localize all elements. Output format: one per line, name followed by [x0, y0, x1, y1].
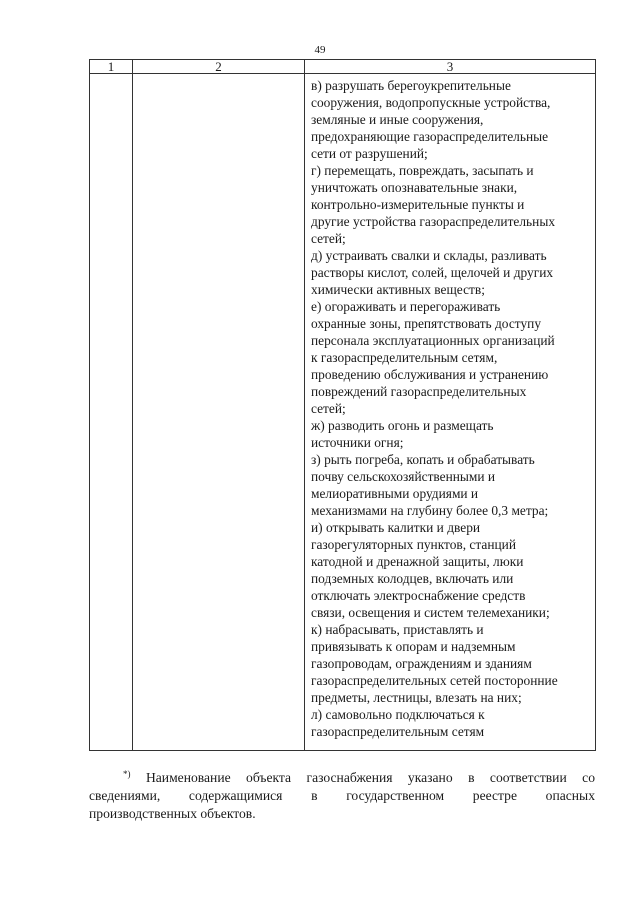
column-3-line: охранные зоны, препятствовать доступу [311, 316, 542, 331]
column-3-line: сети от разрушений; [311, 146, 428, 161]
page-number: 49 [314, 44, 326, 56]
column-3-line: другие устройства газораспределительных [311, 214, 556, 229]
column-3-line: сетей; [311, 401, 346, 416]
column-3-line: катодной и дренажной защиты, люки [311, 554, 524, 569]
column-3-line: д) устраивать свалки и склады, разливать [311, 248, 547, 263]
column-3-line: е) огораживать и перегораживать [311, 299, 501, 314]
footnote [89, 765, 595, 823]
column-header-3: 3 [305, 60, 596, 74]
table-header-row [90, 60, 596, 74]
column-3-line: проведению обслуживания и устранению [311, 367, 549, 382]
column-3-line: земляные и иные сооружения, [311, 112, 484, 127]
column-3-line: предохраняющие газораспределительные [311, 129, 549, 144]
column-3-line: подземных колодцев, включать или [311, 571, 514, 586]
column-3-line: газораспределительных сетей посторонние [311, 673, 558, 688]
column-3-line: сетей; [311, 231, 346, 246]
column-3-line: сооружения, водопропускные устройства, [311, 95, 551, 110]
column-header-1: 1 [90, 60, 133, 74]
column-3-line: уничтожать опознавательные знаки, [311, 180, 518, 195]
column-3-line: связи, освещения и систем телемеханики; [311, 605, 550, 620]
footnote-line [89, 765, 595, 787]
column-3-line: газопроводам, ограждениям и зданиям [311, 656, 532, 671]
column-3-line: к) набрасывать, приставлять и [311, 622, 484, 637]
column-3-line: з) рыть погреба, копать и обрабатывать [311, 452, 535, 467]
column-3-line: химически активных веществ; [311, 282, 485, 297]
column-3-line: источники огня; [311, 435, 404, 450]
table-cell-column-2 [133, 74, 305, 751]
column-3-line: персонала эксплуатационных организаций [311, 333, 555, 348]
column-3-line: и) открывать калитки и двери [311, 520, 481, 535]
column-3-line: г) перемещать, повреждать, засыпать и [311, 163, 534, 178]
column-3-line: привязывать к опорам и надземным [311, 639, 516, 654]
table-row [90, 74, 596, 751]
column-3-line: л) самовольно подключаться к [311, 707, 485, 722]
column-header-2: 2 [133, 60, 305, 74]
column-3-text [305, 74, 595, 740]
column-3-line: к газораспределительным сетям, [311, 350, 498, 365]
column-3-line: газорегуляторных пунктов, станций [311, 537, 517, 552]
column-3-line: в) разрушать берегоукрепительные [311, 78, 511, 93]
column-3-line: предметы, лестницы, влезать на них; [311, 690, 522, 705]
column-3-line: растворы кислот, солей, щелочей и других [311, 265, 554, 280]
column-3-line: мелиоративными орудиями и [311, 486, 479, 501]
footnote-line-text: Наименование объекта газоснабжения указано в соответствии со [145, 770, 595, 785]
column-3-line: контрольно-измерительные пункты и [311, 197, 525, 212]
column-3-line: механизмами на глубину более 0,3 метра; [311, 503, 549, 518]
column-3-line: отключать электроснабжение средств [311, 588, 526, 603]
footnote-line: сведениями, содержащимися в государственном реестре опасных [89, 788, 595, 803]
table-cell-column-1 [90, 74, 133, 751]
column-3-line: газораспределительным сетям [311, 724, 485, 739]
document-table [89, 59, 596, 751]
table-cell-column-3 [305, 74, 596, 751]
column-3-line: повреждений газораспределительных [311, 384, 527, 399]
column-3-line: почву сельскохозяйственными и [311, 469, 496, 484]
column-3-line: ж) разводить огонь и размещать [311, 418, 494, 433]
footnote-marker: *) [123, 769, 131, 779]
footnote-line: производственных объектов. [89, 806, 256, 821]
